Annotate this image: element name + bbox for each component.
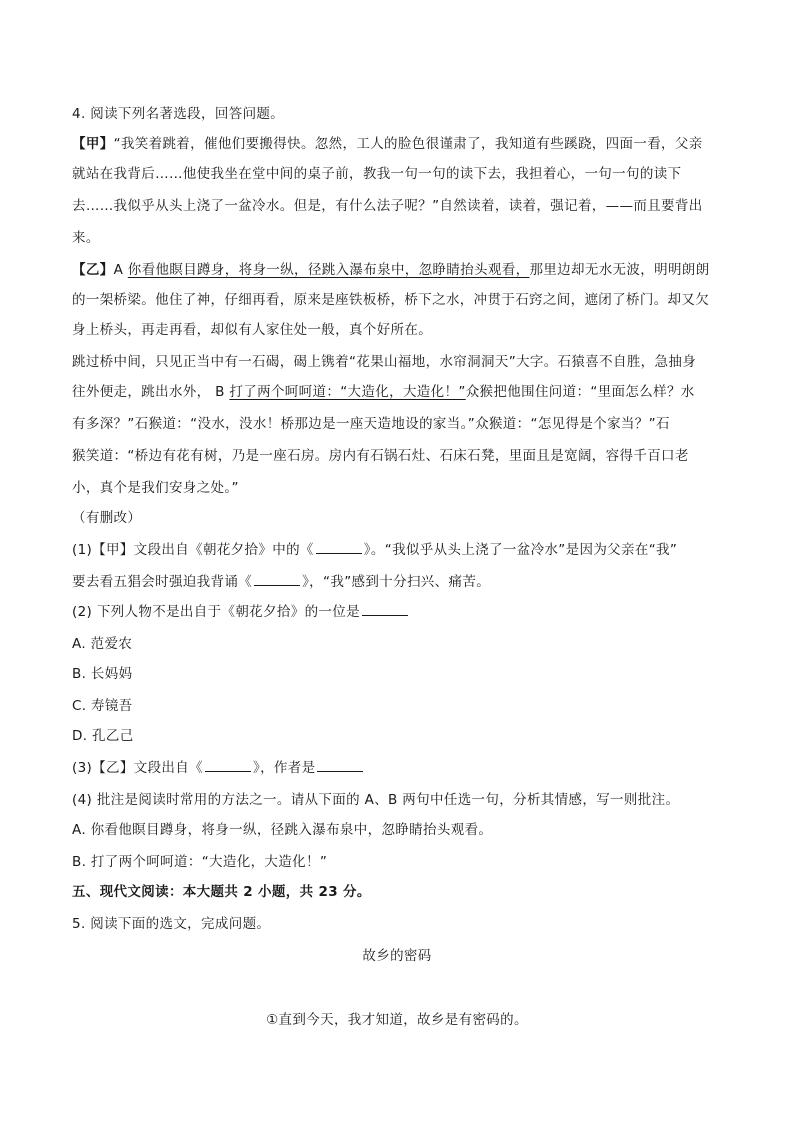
article-paragraph-1: ①直到今天，我才知道，故乡是有密码的。 — [266, 1012, 528, 1028]
question-4-title: 4. 阅读下列名著选段，回答问题。 — [72, 106, 285, 122]
answer-blank[interactable] — [254, 572, 300, 586]
sub-question-3: (3)【乙】文段出自《 》，作者是 — [72, 758, 365, 778]
option-b: B. 长妈妈 — [72, 666, 133, 682]
passage-jia-tag: 【甲】 — [72, 136, 114, 152]
underlined-sentence-b: 打了两个呵呵道：“大造化，大造化！” — [229, 384, 466, 400]
sub-question-4-option-a: A. 你看他瞑目蹲身，将身一纵，径跳入瀑布泉中，忽睁睛抬头观看。 — [72, 822, 493, 838]
passage-yi-line: 的一架桥梁。他住了神，仔细再看，原来是座铁板桥，桥下之水，冲贯于石窍之间，遮闭了桥门。却又欠 — [72, 292, 710, 308]
passage-jia-line — [72, 134, 703, 154]
edit-note: （有删改） — [72, 510, 142, 526]
passage-jia-text: “我笑着跳着，催他们要搬得快。忽然，工人的脸色很谨肃了，我知道有些蹊跷，四面一看，父亲 — [113, 136, 703, 152]
passage-yi-line: 往外便走，跳出水外， B 打了两个呵呵道：“大造化，大造化！”众猴把他围住问道：“里面怎么样？水 — [72, 384, 695, 400]
article-title: 故乡的密码 — [362, 948, 432, 964]
passage-jia-line: 去……我似乎从头上浇了一盆冷水。但是，有什么法子呢？”自然读着，读着，强记着，——而且要背出 — [72, 198, 703, 214]
answer-blank[interactable] — [317, 758, 363, 772]
passage-yi-line: 有多深？”石猴道：“没水，没水！桥那边是一座天造地设的家当。”众猴道：“怎见得是个家当？”石 — [72, 416, 670, 432]
sub-question-2: (2) 下列人物不是出自于《朝花夕拾》的一位是 — [72, 602, 410, 622]
passage-jia-line: 就站在我背后……他使我坐在堂中间的桌子前，教我一句一句的读下去，我担着心，一句一句的读下 — [72, 166, 682, 182]
sub-question-1: (1)【甲】文段出自《朝花夕拾》中的《 》。“我似乎从头上浇了一盆冷水”是因为父亲在“我” — [72, 542, 678, 558]
sub-question-1-cont: 要去看五猖会时强迫我背诵《 》，“我”感到十分扫兴、痛苦。 — [72, 574, 491, 590]
sub-question-4: (4) 批注是阅读时常用的方法之一。请从下面的 A、B 两句中任选一句，分析其情感，写一则批注。 — [72, 792, 680, 808]
passage-yi-line: 【乙】A 你看他瞑目蹲身，将身一纵，径跳入瀑布泉中，忽睁睛抬头观看，那里边却无水无波，明明朗朗 — [72, 262, 710, 278]
option-d: D. 孔乙己 — [72, 728, 134, 744]
underlined-sentence-a: 你看他瞑目蹲身，将身一纵，径跳入瀑布泉中，忽睁睛抬头观看， — [127, 262, 530, 278]
answer-blank[interactable] — [316, 540, 362, 554]
section-5-header: 五、现代文阅读：本大题共 2 小题，共 23 分。 — [72, 884, 371, 900]
option-a: A. 范爱农 — [72, 636, 133, 652]
passage-yi-line: 猴笑道：“桥边有花有树，乃是一座石房。房内有石锅石灶、石床石凳，里面且是宽阔，容得千百口老 — [72, 448, 689, 464]
question-5-title: 5. 阅读下面的选文，完成问题。 — [72, 916, 271, 932]
sub-question-4-option-b: B. 打了两个呵呵道：“大造化，大造化！” — [72, 854, 328, 870]
answer-blank[interactable] — [362, 602, 408, 616]
option-c: C. 寿镜吾 — [72, 698, 133, 714]
passage-yi-line: 跳过桥中间，只见正当中有一石碣，碣上镌着“花果山福地，水帘洞洞天”大字。石猿喜不自胜，急抽身 — [72, 354, 697, 370]
passage-yi-line: 身上桥头，再走再看，却似有人家住处一般，真个好所在。 — [72, 322, 433, 338]
answer-blank[interactable] — [205, 758, 251, 772]
passage-yi-line: 小，真个是我们安身之处。” — [72, 480, 239, 496]
passage-jia-line: 来。 — [72, 230, 100, 246]
passage-yi-tag: 【乙】 — [72, 262, 114, 278]
